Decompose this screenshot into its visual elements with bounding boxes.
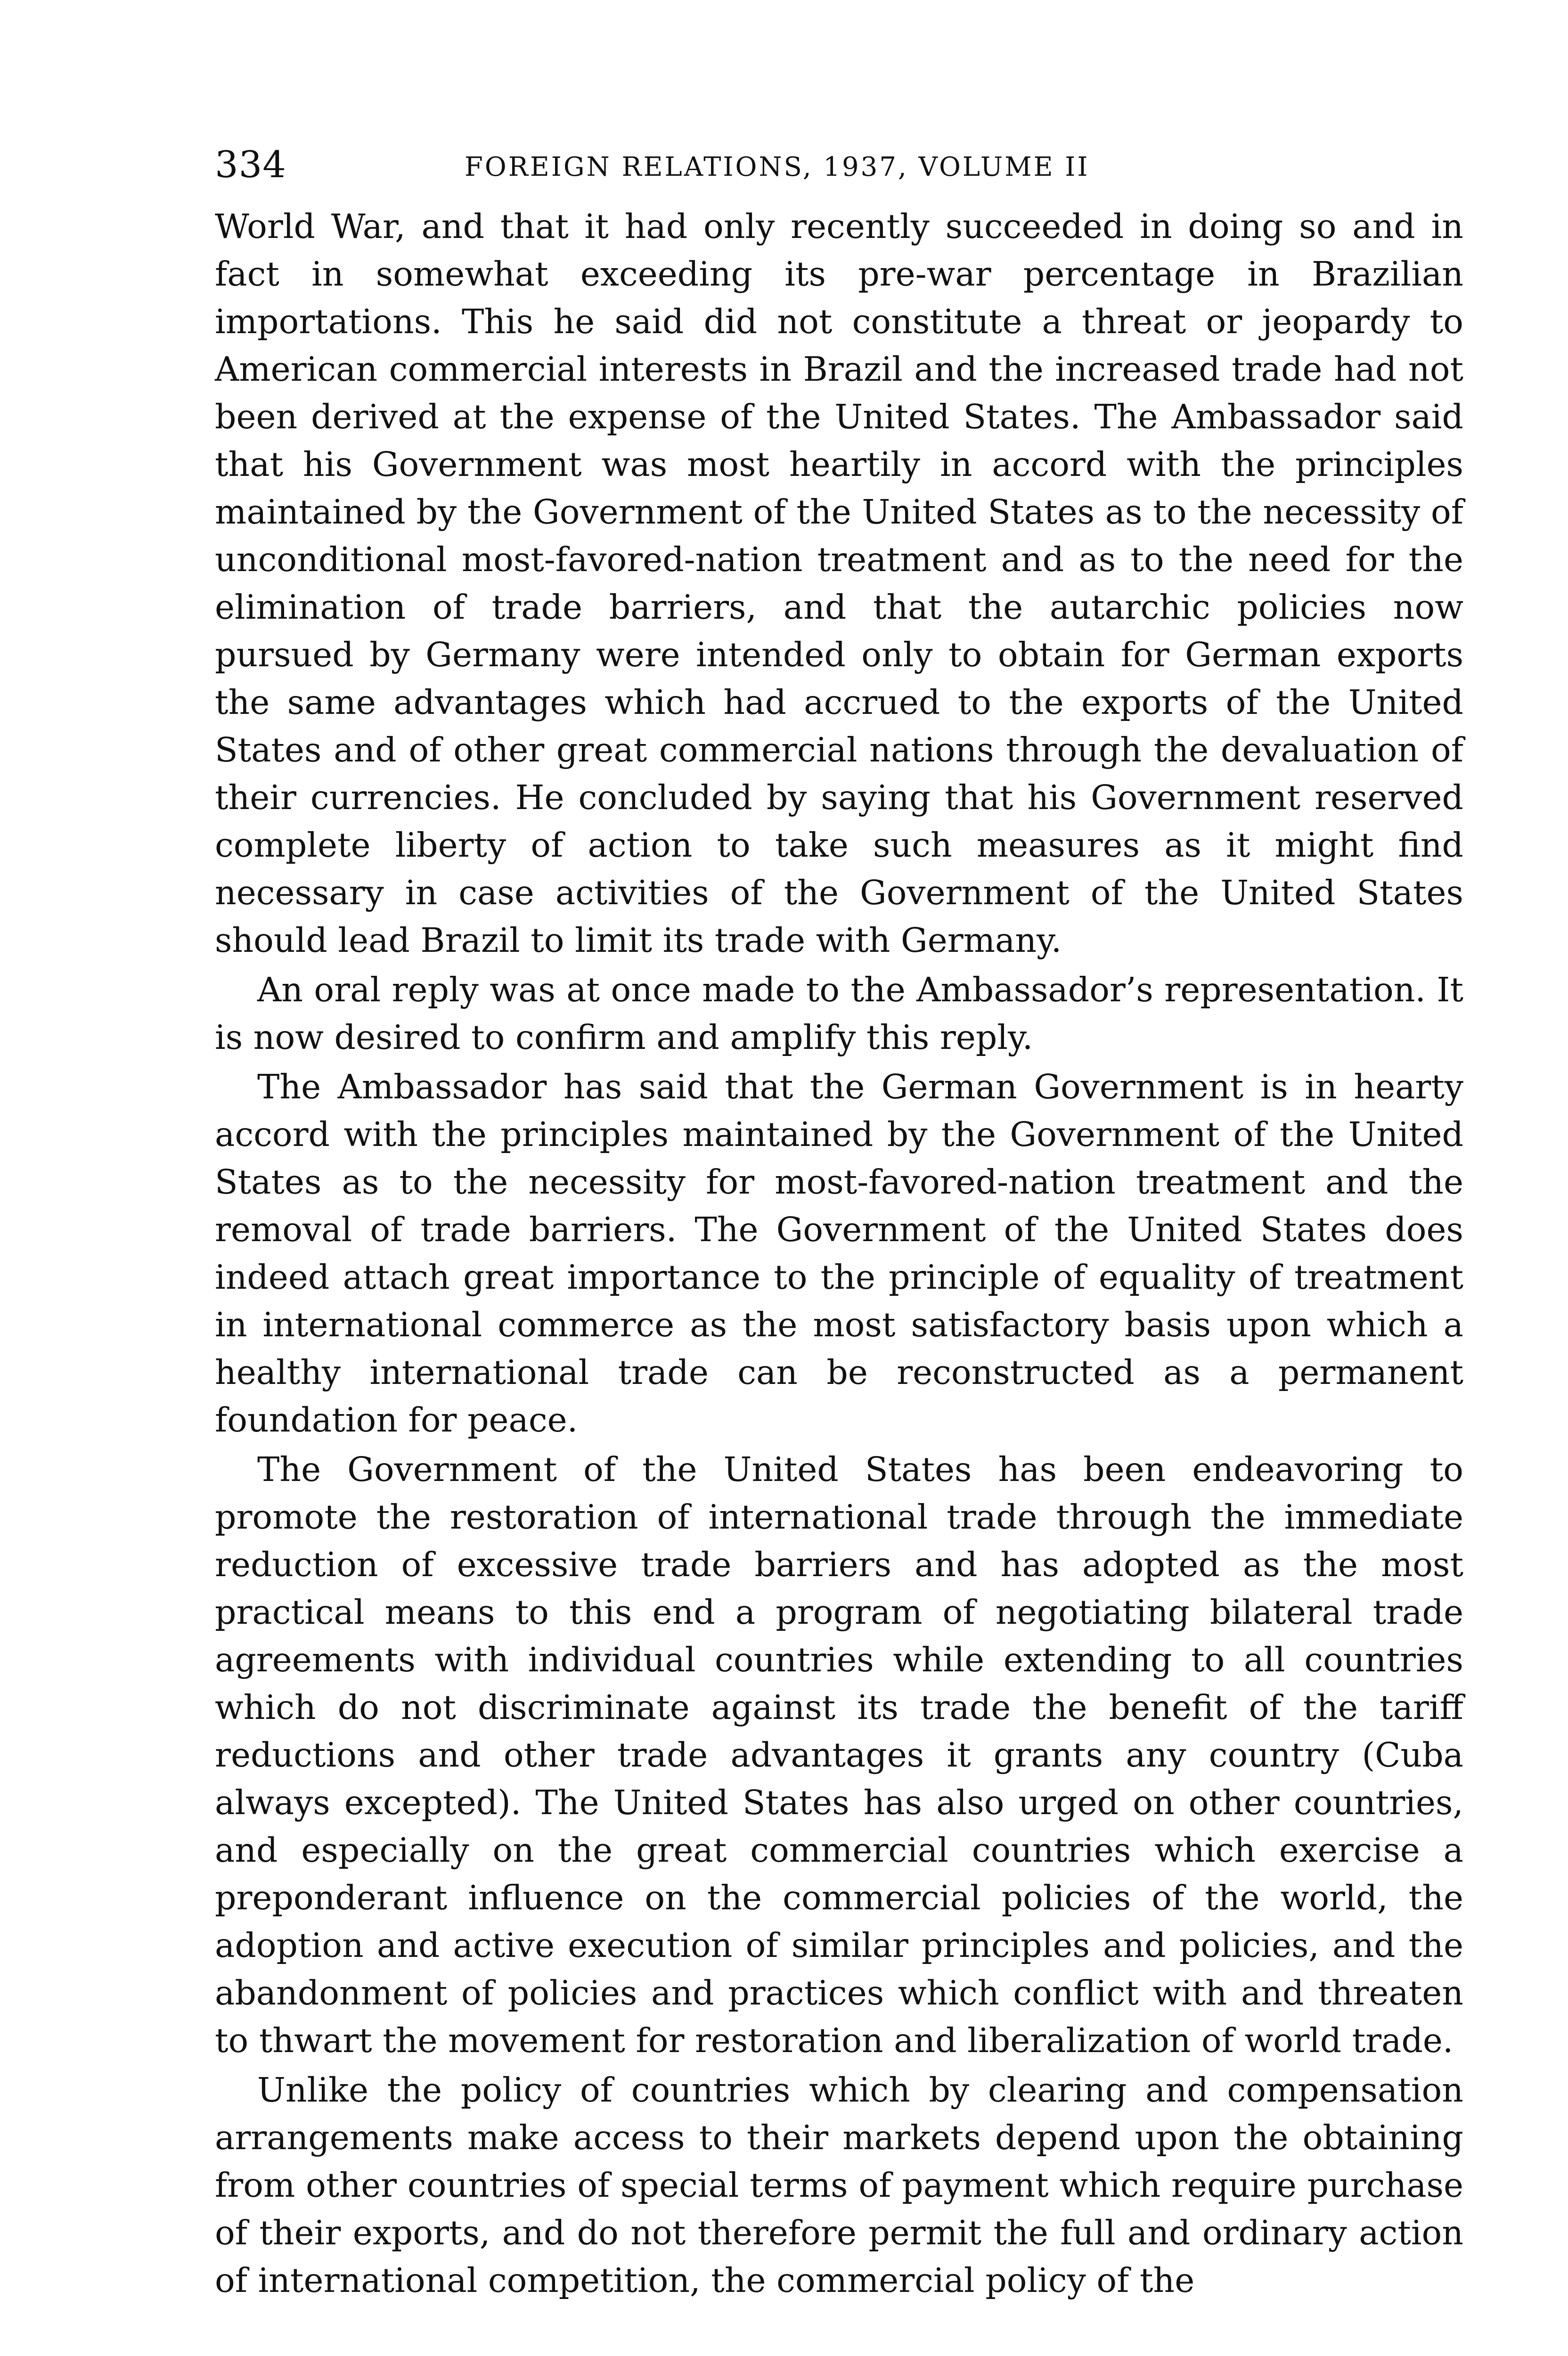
document-page [215,141,1463,2306]
paragraph: Unlike the policy of countries which by clearing and compensation arrangements make access to their markets depend upon the obtaining from other countries of special terms of payment which require purchase of their exports, and do not therefore permit the full and ordinary action of international competition, the commercial policy of the [215,2070,1463,2300]
body-text [215,203,1463,2304]
paragraph: The Government of the United States has been endeavoring to promote the restoration of international trade through the immediate reduction of excessive trade barriers and has adopted as the most practical means to this end a program of negotiating bilateral trade agreements with individual countries while extending to all countries which do not discriminate against its trade the benefit of the tariff reductions and other trade advantages it grants any country (Cuba always excepted). The United States has also urged on other countries, and especially on the great commercial countries which exercise a preponderant influence on the commercial policies of the world, the adoption and active execution of similar principles and policies, and the abandonment of policies and practices which conflict with and threaten to thwart the movement for restoration and liberalization of world trade. [215,1450,1463,2060]
paragraph-continued: World War, and that it had only recently succeeded in doing so and in fact in somewhat exceeding its pre-war percentage in Brazilian importations. This he said did not constitute a threat or jeopardy to American commercial interests in Brazil and the increased trade had not been derived at the expense of the United States. The Ambassador said that his Government was most heartily in accord with the principles maintained by the Government of the United States as to the necessity of unconditional most-favored-nation treatment and as to the need for the elimination of trade barriers, and that the autarchic policies now pursued by Germany were intended only to obtain for German exports the same advantages which had accrued to the exports of the United States and of other great commercial nations through the devaluation of their currencies. He concluded by saying that his Government reserved complete liberty of action to take such measures as it might find necessary in case activities of the Government of the United States should lead Brazil to limit its trade with Germany. [215,207,1463,960]
paragraph: An oral reply was at once made to the Ambassador’s representation. It is now desired to confirm and amplify this reply. [215,970,1463,1057]
paragraph: The Ambassador has said that the German Government is in hearty accord with the principles maintained by the Government of the United States as to the necessity for most-favored-nation treatment and the removal of trade barriers. The Government of the United States does indeed attach great importance to the principle of equality of treatment in international commerce as the most satisfactory basis upon which a healthy international trade can be reconstructed as a permanent foundation for peace. [215,1067,1463,1440]
running-title: FOREIGN RELATIONS, 1937, VOLUME II [465,152,1090,182]
page-number: 334 [215,144,286,186]
running-head [215,141,1463,203]
